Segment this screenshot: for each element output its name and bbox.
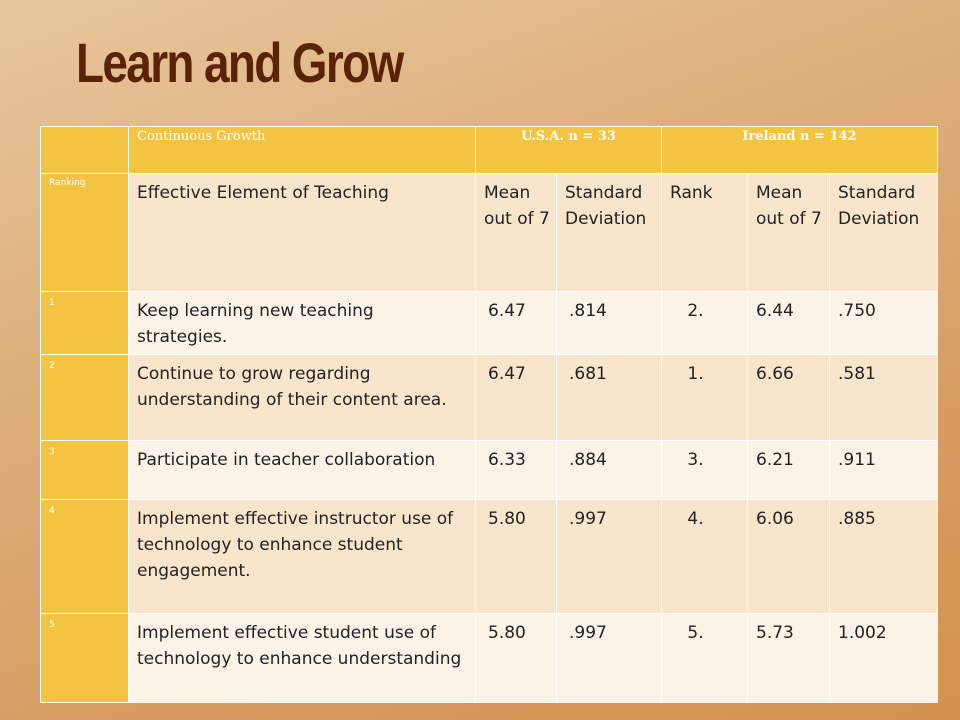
corner-cell [41,127,129,174]
ireland-sd-header: Standard Deviation [830,174,938,292]
ireland-mean-cell: 6.44 [748,292,830,355]
usa-mean-cell: 6.47 [476,292,557,355]
usa-group-header: U.S.A. n = 33 [476,127,662,174]
usa-sd-cell: .884 [557,441,662,500]
group-header-row [41,127,938,174]
usa-mean-cell: 5.80 [476,614,557,703]
element-cell: Keep learning new teaching strategies. [129,292,476,355]
ireland-rank-cell: 2. [662,292,748,355]
ireland-rank-cell: 3. [662,441,748,500]
page-title: Learn and Grow [76,31,403,94]
ranking-cell: 3 [41,441,129,500]
column-header-row [41,174,938,292]
ireland-rank-cell: 1. [662,355,748,441]
table-row [41,441,938,500]
usa-mean-cell: 6.33 [476,441,557,500]
usa-sd-cell: .997 [557,500,662,614]
ireland-sd-cell: .581 [830,355,938,441]
element-cell: Continue to grow regarding understanding of their content area. [129,355,476,441]
ireland-mean-cell: 6.21 [748,441,830,500]
ireland-mean-header: Mean out of 7 [748,174,830,292]
ranking-cell: 4 [41,500,129,614]
table-row [41,292,938,355]
ireland-sd-cell: .750 [830,292,938,355]
ireland-mean-cell: 6.66 [748,355,830,441]
usa-mean-cell: 6.47 [476,355,557,441]
ireland-rank-header: Rank [662,174,748,292]
ireland-sd-cell: .885 [830,500,938,614]
element-header: Effective Element of Teaching [129,174,476,292]
ranking-cell: 1 [41,292,129,355]
ranking-cell: 2 [41,355,129,441]
element-cell: Participate in teacher collaboration [129,441,476,500]
ireland-rank-cell: 4. [662,500,748,614]
usa-sd-header: Standard Deviation [557,174,662,292]
element-cell: Implement effective instructor use of technology to enhance student engagement. [129,500,476,614]
table-row [41,355,938,441]
ranking-header: Ranking [41,174,129,292]
ireland-sd-cell: 1.002 [830,614,938,703]
usa-sd-cell: .681 [557,355,662,441]
table-row [41,500,938,614]
ireland-sd-cell: .911 [830,441,938,500]
element-cell: Implement effective student use of technology to enhance understanding [129,614,476,703]
ranking-cell: 5 [41,614,129,703]
usa-mean-header: Mean out of 7 [476,174,557,292]
usa-mean-cell: 5.80 [476,500,557,614]
ireland-group-header: Ireland n = 142 [662,127,938,174]
category-header: Continuous Growth [129,127,476,174]
ireland-rank-cell: 5. [662,614,748,703]
usa-sd-cell: .997 [557,614,662,703]
ireland-mean-cell: 6.06 [748,500,830,614]
results-table [40,126,938,703]
table-row [41,614,938,703]
usa-sd-cell: .814 [557,292,662,355]
ireland-mean-cell: 5.73 [748,614,830,703]
